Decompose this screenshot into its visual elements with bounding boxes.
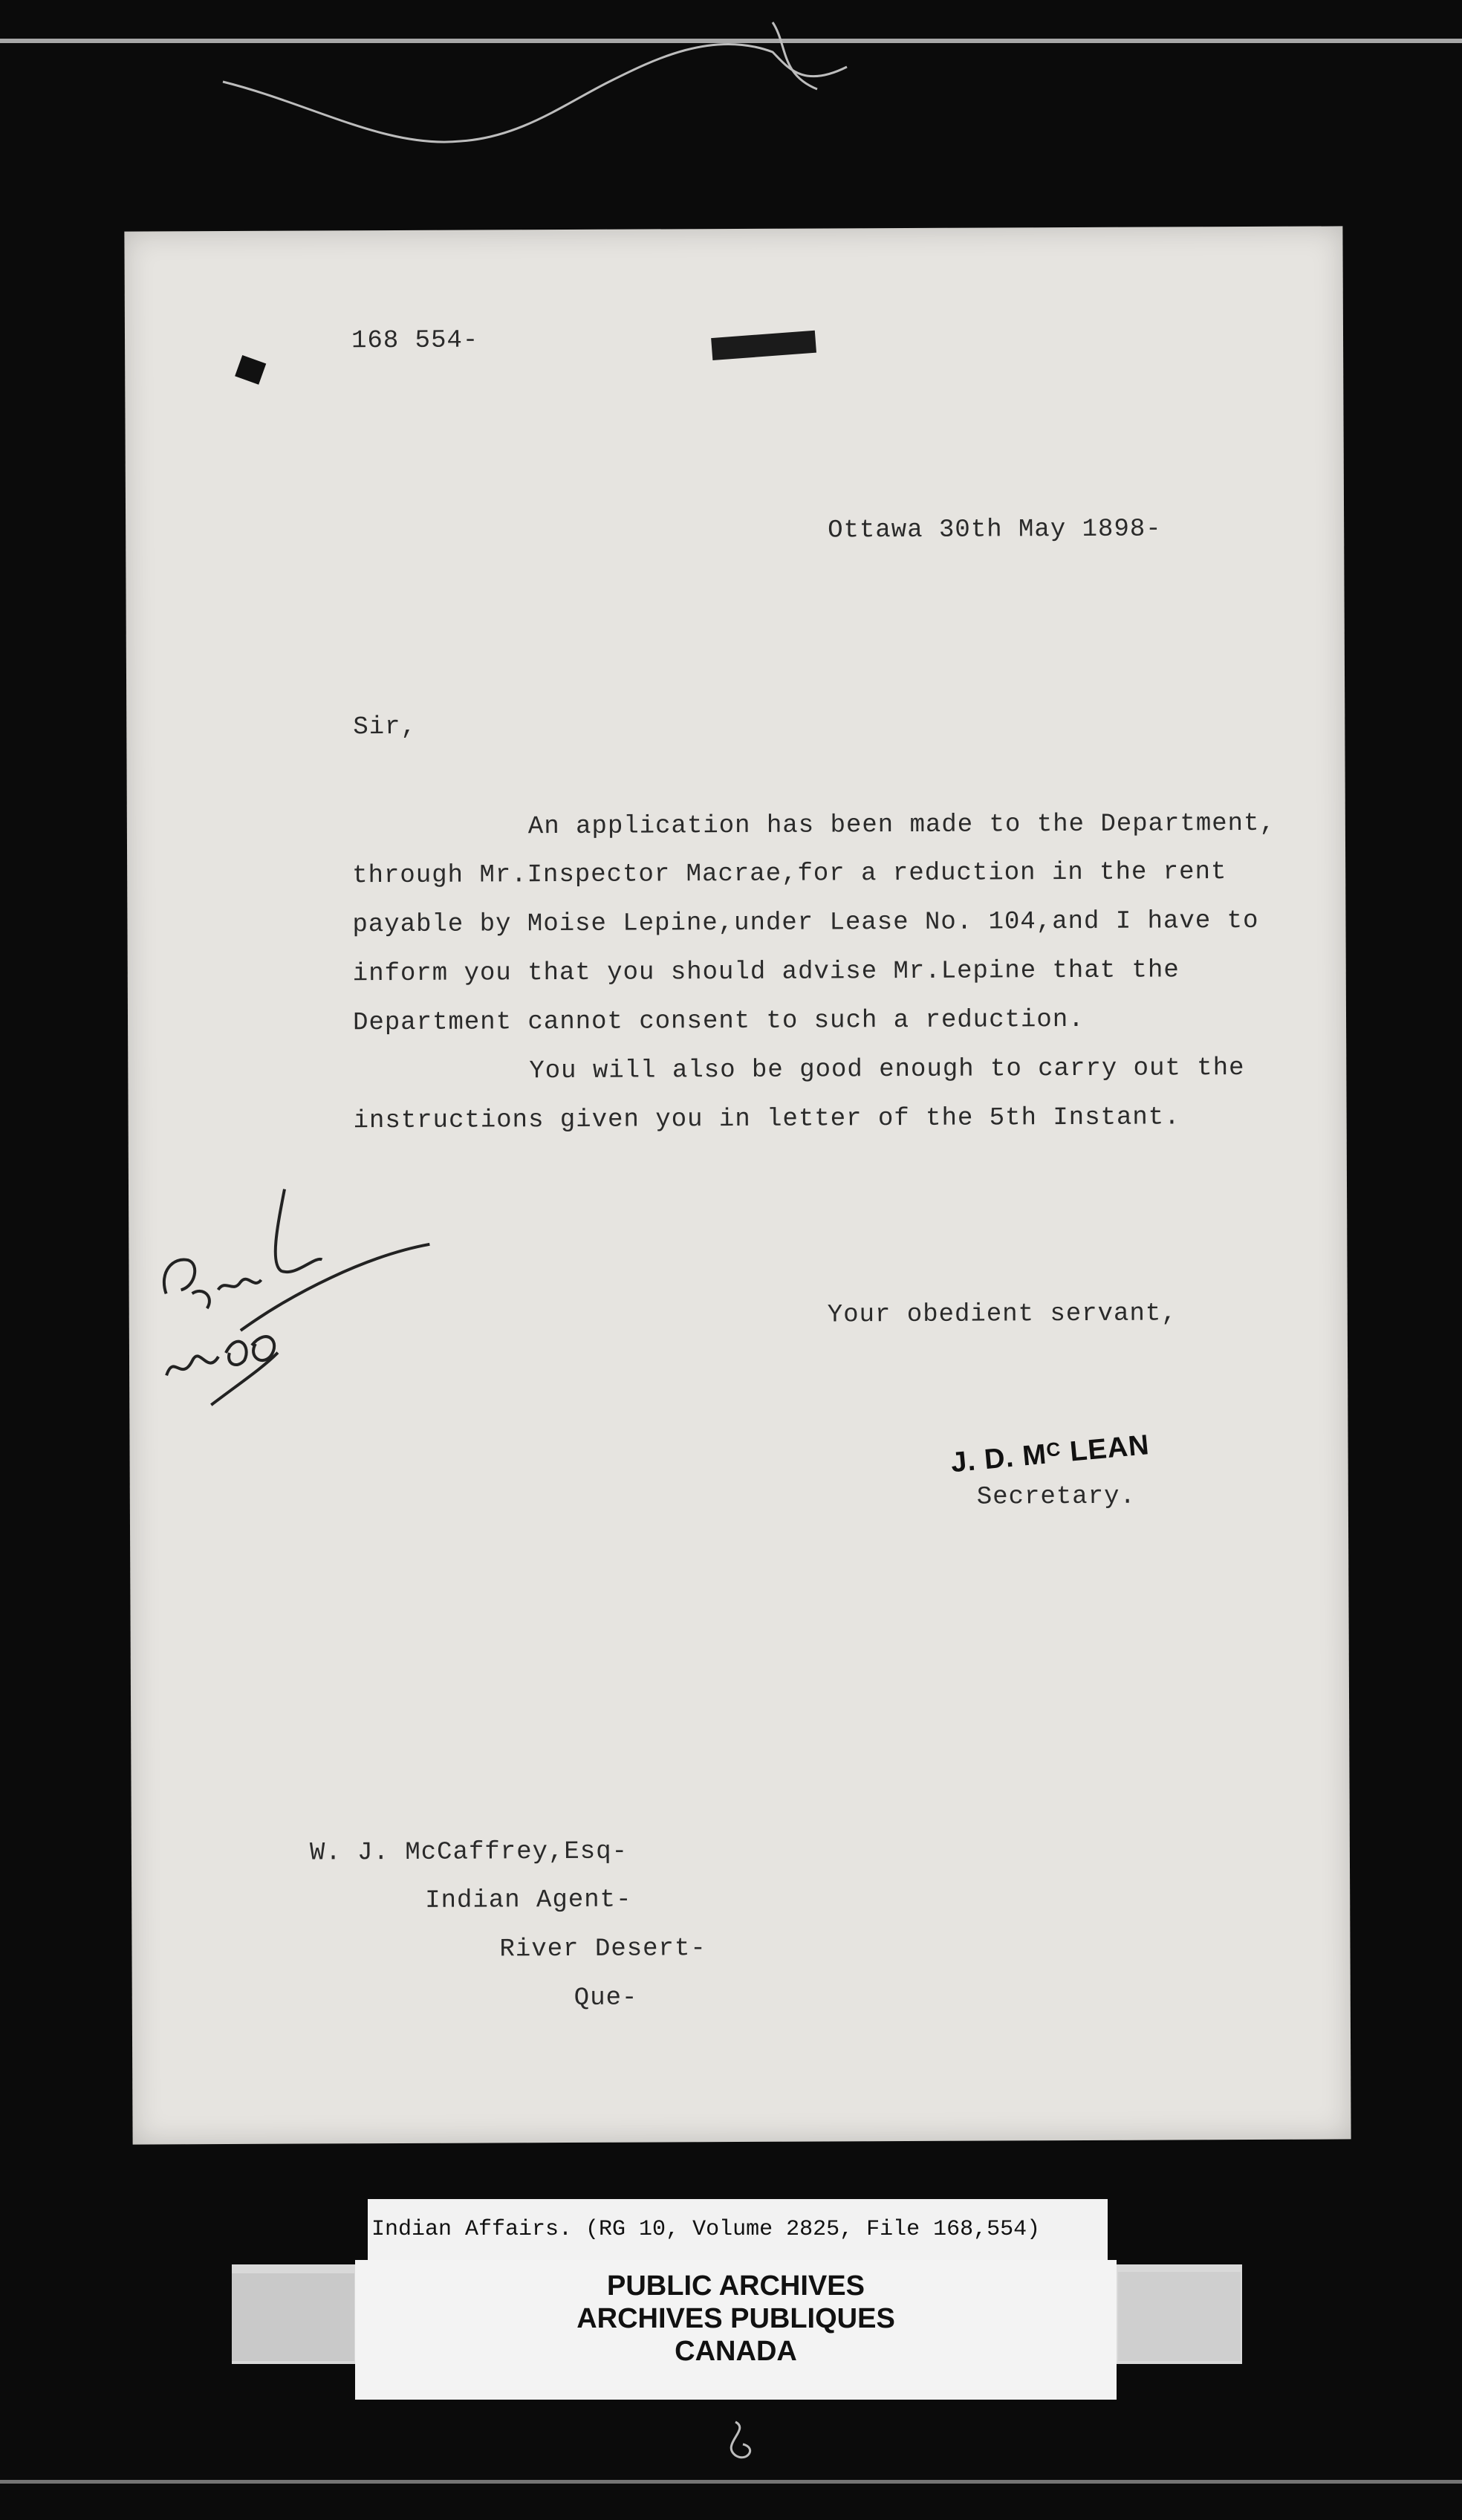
- redaction-mark: [711, 331, 816, 360]
- handwritten-initials: [129, 1107, 472, 1450]
- archives-line-2: ARCHIVES PUBLIQUES: [576, 2303, 895, 2334]
- salutation: Sir,: [353, 712, 418, 742]
- body-line-2: through Mr.Inspector Macrae,for a reduction in the rent: [352, 858, 1227, 891]
- ink-blot: [235, 355, 266, 385]
- citation-text: Indian Affairs. (RG 10, Volume 2825, File 168,554): [371, 2217, 1041, 2242]
- place-date: Ottawa 30th May 1898-: [828, 515, 1162, 545]
- closing: Your obedient servant,: [827, 1299, 1177, 1330]
- address-line-2: Indian Agent-: [425, 1886, 632, 1915]
- address-line-3: River Desert-: [499, 1935, 706, 1964]
- body-line-6: You will also be good enough to carry out the: [529, 1054, 1245, 1086]
- archives-line-1: PUBLIC ARCHIVES: [607, 2270, 865, 2302]
- film-mark: [713, 2415, 773, 2467]
- body-line-1: An application has been made to the Department,: [527, 809, 1276, 842]
- address-line-1: W. J. McCaffrey,Esq-: [309, 1837, 628, 1868]
- body-line-5: Department cannot consent to such a reduction.: [352, 1005, 1085, 1038]
- body-line-4: inform you that you should advise Mr.Lepine that the: [352, 956, 1180, 989]
- file-reference: 168 554-: [351, 326, 479, 356]
- letter-page: [124, 226, 1351, 2144]
- signature-stamp: J. D. $M^C$ LEAN: [949, 1429, 1151, 1479]
- body-line-3: payable by Moise Lepine,under Lease No. 104,and I have to: [352, 906, 1259, 940]
- label-strip-right: [1118, 2272, 1241, 2361]
- signature-title: Secretary.: [976, 1482, 1136, 1512]
- label-strip-left: [232, 2273, 354, 2361]
- film-scratch: [0, 0, 1462, 238]
- address-line-4: Que-: [574, 1984, 638, 2013]
- archives-line-3: CANADA: [675, 2336, 797, 2367]
- film-bottom-edge: [0, 2480, 1462, 2484]
- body-line-7: instructions given you in letter of the 5th Instant.: [353, 1103, 1180, 1136]
